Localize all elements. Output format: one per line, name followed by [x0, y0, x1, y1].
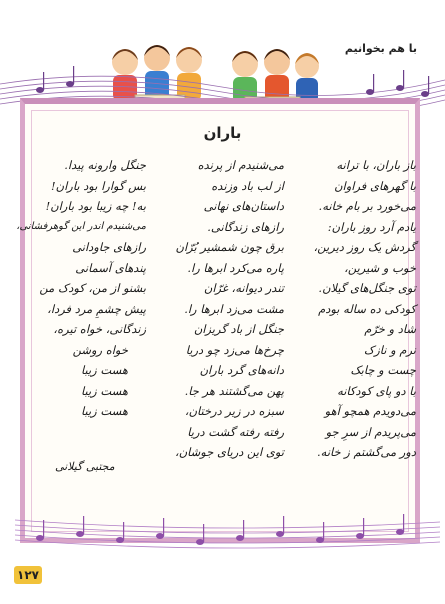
poem-line: پیش چشمِ مرد فردا، [47, 301, 146, 316]
poem-column-right [290, 155, 416, 463]
poem-line: باز باران، با ترانه [336, 158, 416, 172]
poem-line: کودکی ده ساله بودم [318, 301, 416, 316]
poem-line: می‌خورد بر بام خانه. [318, 199, 416, 213]
page-number: ۱۲۷ [14, 566, 42, 584]
poem-line: هست زیبا [81, 404, 128, 418]
poem-column-middle [158, 155, 284, 463]
poem-line: با دو پای کودکانه [337, 383, 416, 398]
poem-line: نرم و نازک [363, 342, 416, 357]
poem-line: رازهای زندگانی. [207, 219, 284, 234]
poem-line: پاره می‌کرد ابرها را. [187, 260, 284, 275]
poem-line: رازهای جاودانی [72, 240, 146, 254]
poem-line: شاد و خرّم [364, 322, 416, 336]
poem-line: یادم آرد روز باران: [327, 219, 416, 234]
poem-line: هست زیبا [81, 383, 128, 398]
poem-line: زندگانی، خواه تیره، [53, 322, 146, 336]
poet-name: مجتبی گیلانی [55, 460, 115, 473]
poem-line: می‌پریدم از سرِ جو [325, 424, 416, 439]
poem-line: جنگل از باد گریزان [193, 322, 284, 336]
poem-line: چست و چابک [350, 363, 416, 377]
poem-line: توی این دریای جوشان، [175, 445, 284, 459]
poem-line: چرخ‌ها می‌زد چو دریا [185, 342, 284, 357]
poem-line: به! چه زیبا بود باران! [45, 199, 146, 213]
poem-line: دور می‌گشتم ز خانه. [317, 445, 416, 459]
poem-line: مشت می‌زد ابرها را. [184, 301, 284, 316]
section-title: با هم بخوانیم [344, 42, 417, 55]
poem-line: توی جنگل‌های گیلان. [318, 281, 416, 295]
poem-line: خوب و شیرین، [344, 260, 416, 275]
poem-line: بس گوارا بود باران! [51, 178, 146, 193]
poem-line: خواه روشن [72, 342, 128, 357]
poem-line: جنگل وارونه پیدا. [64, 158, 146, 172]
poem-title: باران [203, 124, 242, 142]
poem-line: تندر دیوانه، غرّان [203, 281, 284, 295]
poem-column-left [16, 155, 146, 422]
poem-line: برق چون شمشیر بُرّان [175, 240, 284, 254]
poem-line: گردش یک روز دیرین، [313, 240, 416, 254]
poem-line: پندهای آسمانی [75, 260, 146, 275]
poem-line: سبزه در زیر درختان، [184, 404, 284, 418]
poem-line: می‌دویدم همچو آهو [324, 404, 416, 418]
poem-line: پهن می‌گشتند هر جا. [184, 383, 284, 398]
poem-line: از لب باد وزنده [211, 178, 284, 193]
poem-line: داستان‌های نهانی [203, 199, 284, 213]
poem-line: با گهرهای فراوان [334, 178, 416, 193]
poem-line: می‌شنیدم اندر این گوهرفشانی، [16, 220, 146, 232]
poem-line: هست زیبا [81, 363, 128, 377]
poem-line: بشنو از من، کودک من [39, 281, 146, 295]
poem-line: دانه‌های گرد باران [199, 363, 284, 377]
music-notes-decoration [0, 500, 445, 570]
poem-line: می‌شنیدم از پرنده [197, 158, 284, 172]
poem-line: رفته رفته گشت دریا [187, 424, 284, 439]
